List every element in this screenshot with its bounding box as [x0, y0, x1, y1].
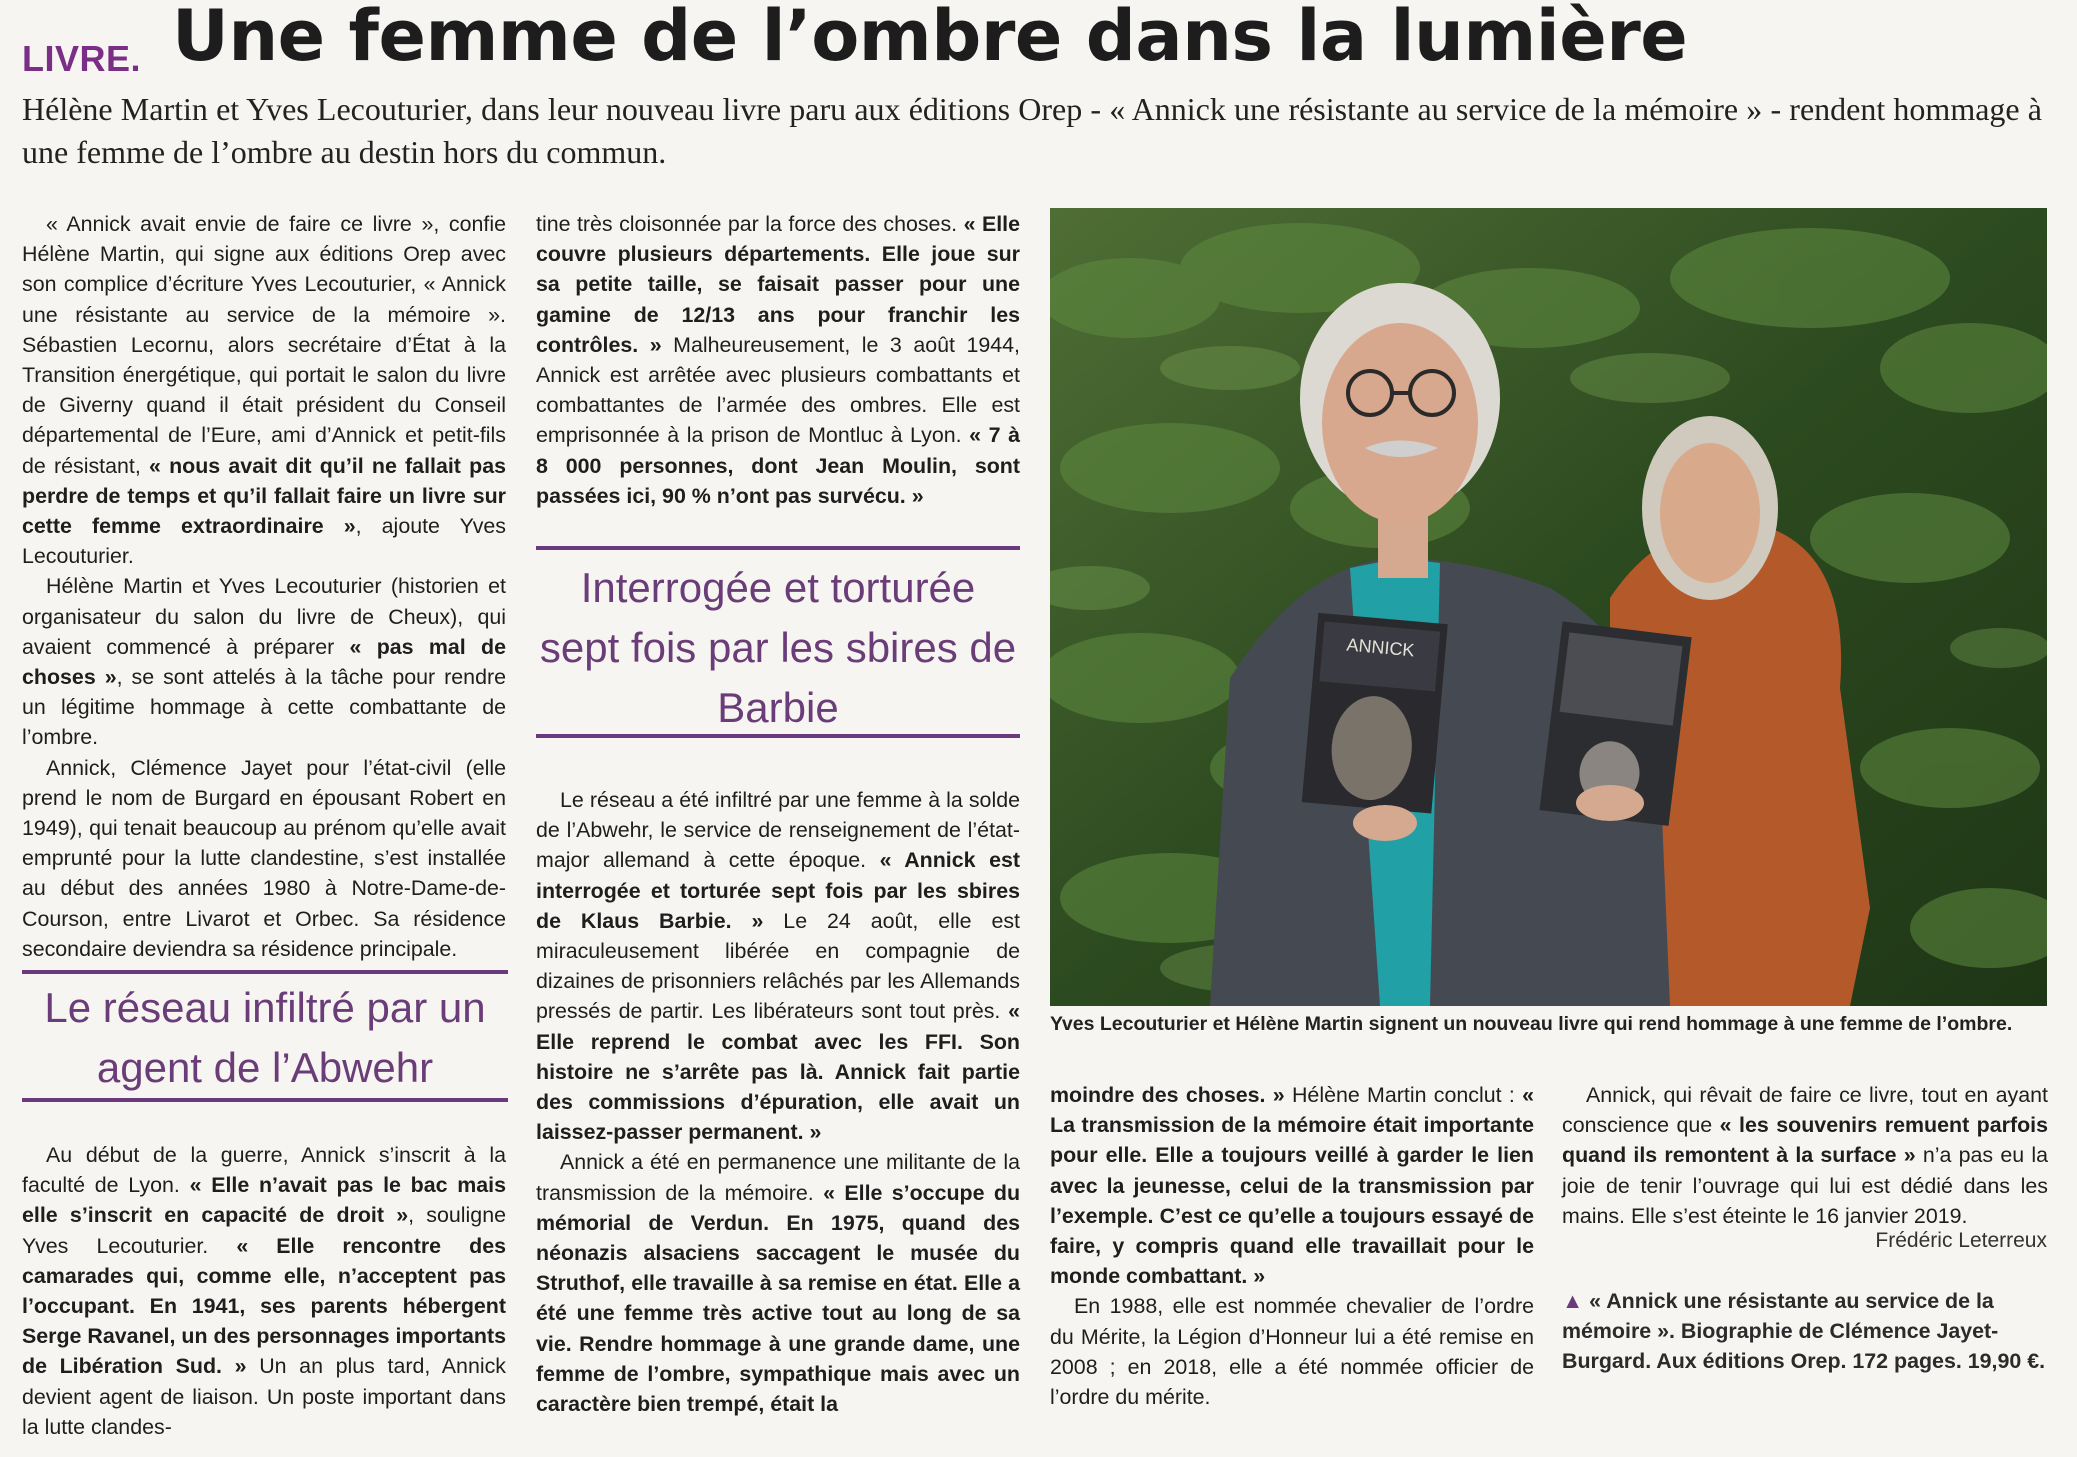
author-signature: Frédéric Leterreux: [1875, 1229, 2047, 1252]
col2-p2-quote: « Annick est interrogée et torturée sept fois par les sbires de Klaus Barbie. »: [536, 848, 1020, 933]
col1-p2-text: Hélène Martin et Yves Lecouturier (historien et organisateur du salon du livre de Cheux), qui avaient commencé à préparer: [22, 574, 506, 659]
col2-p1-text-mid: Malheureusement, le 3 août 1944, Annick est arrêtée avec plusieurs combattants et combattantes de l’armée des ombres. Elle est emprisonnée à la prison de Montluc à Lyon.: [536, 332, 1020, 448]
column-2-bottom: [536, 785, 1020, 1419]
col2-p2-text-mid: Le 24 août, elle est miraculeusement libérée en compagnie de dizaines de prisonniers relâchés par les Allemands pressés de partir. Les libérateurs sont tout près.: [536, 908, 1020, 1024]
photo-illustration: [1050, 208, 2047, 1006]
col1-p4-text-end: Un an plus tard, Annick devient agent de liaison. Un poste important dans la lutte clandes-: [22, 1354, 506, 1439]
col2-p3-quote: « Elle s’occupe du mémorial de Verdun. En 1975, quand des néonazis alsaciens saccagent le musée du Struthof, elle travaille à sa remise en état. Elle a été une femme très active tout au long de sa vie. Rendre hommage à une grande dame, une femme de l’ombre, sympathique mais avec un caractère bien trempé, était la: [536, 1180, 1021, 1417]
intertitle-network: Le réseau infiltré par un agent de l’Abwehr: [22, 970, 508, 1102]
authors-photo: [1050, 208, 2047, 1006]
col2-paragraph-1: [536, 209, 1020, 511]
col2-p1-text: tine très cloisonnée par la force des choses.: [536, 212, 964, 236]
col2-p1-quote-2: « 7 à 8 000 personnes, dont Jean Moulin, sont passées ici, 90 % n’ont pas survécu. »: [536, 423, 1021, 508]
col2-paragraph-2: [536, 785, 1020, 1147]
col4-p1-text: Annick, qui rêvait de faire ce livre, tout en ayant conscience que: [1562, 1083, 2048, 1138]
col2-p2-quote-2: « Elle reprend le combat avec les FFI. Son histoire ne s’arrête pas là. Annick fait partie des commissions d’épuration, elle avait un laissez-passer permanent. »: [536, 999, 1020, 1145]
col4-p1-quote: « les souvenirs remuent parfois quand ils remontent à la surface »: [1562, 1113, 2048, 1168]
col3-p1-text: Hélène Martin conclut :: [1284, 1083, 1523, 1107]
col1-p1-text-end: , ajoute Yves Lecouturier.: [22, 514, 506, 569]
col3-paragraph-1: [1050, 1080, 1534, 1291]
col1-p1-text: « Annick avait envie de faire ce livre », confie Hélène Martin, qui signe aux éditions Orep avec son complice d’écriture Yves Lecouturier, « Annick une résistante au service de la mémoire ». Sébastien Lecornu, alors secrétaire d’État à la Transition énergétique, qui portait le salon du livre de Giverny quand il était président du Conseil départemental de l’Eure, ami d’Annick et petit-fils de résistant,: [22, 212, 506, 478]
col1-p4-text: Au début de la guerre, Annick s’inscrit à la faculté de Lyon.: [22, 1143, 506, 1198]
column-2: [536, 209, 1020, 511]
column-3: [1050, 1080, 1534, 1412]
col3-p1-quote: « La transmission de la mémoire était importante pour elle. Elle a toujours veillé à garder le lien avec la jeunesse, celui de la transmission par l’exemple. C’est ce qu’elle a toujours essayé de faire, y compris quand elle travaillait pour le monde combattant. »: [1050, 1083, 1534, 1289]
col1-paragraph-2: [22, 571, 506, 752]
col2-p2-text: Le réseau a été infiltré par une femme à la solde de l’Abwehr, le service de renseignement de l’état-major allemand à cette époque.: [536, 788, 1020, 873]
col4-paragraph-1: [1562, 1080, 2048, 1231]
col2-p1-quote: « Elle couvre plusieurs départements. Elle joue sur sa petite taille, se faisait passer pour une gamine de 12/13 ans pour franchir les contrôles. »: [536, 212, 1021, 357]
col2-p3-text: Annick a été en permanence une militante de la transmission de la mémoire.: [536, 1150, 1020, 1205]
col3-paragraph-2: En 1988, elle est nommée chevalier de l’ordre du Mérite, la Légion d’Honneur lui a été remise en 2008 ; en 2018, elle a été nommée officier de l’ordre du mérite.: [1050, 1294, 1534, 1410]
col4-p1-text-end: n’a pas eu la joie de tenir l’ouvrage qui lui est dédié dans les mains. Elle s’est éteinte le 16 janvier 2019.: [1562, 1143, 2049, 1228]
col1-paragraph-3: Annick, Clémence Jayet pour l’état-civil (elle prend le nom de Burgard en épousant Robert en 1949), qui tenait beaucoup au prénom qu’elle avait emprunté pour la lutte clandestine, s’est installée au début des années 1980 à Notre-Dame-de-Courson, entre Livarot et Orbec. Sa résidence secondaire deviendra sa résidence principale.: [22, 755, 506, 961]
col1-p2-text-end: , se sont attelés à la tâche pour rendre un légitime hommage à cette combattante de l’ombre.: [22, 665, 506, 750]
book-info-text: « Annick une résistante au service de la mémoire ». Biographie de Clémence Jayet-Burgard. Aux éditions Orep. 172 pages. 19,90 €.: [1562, 1289, 2046, 1373]
col1-p1-quote: « nous avait dit qu’il ne fallait pas perdre de temps et qu’il fallait faire un livre sur cette femme extraordinaire »: [22, 453, 506, 539]
headline: Une femme de l’ombre dans la lumière: [172, 0, 1688, 77]
photo-caption: Yves Lecouturier et Hélène Martin signent un nouveau livre qui rend hommage à une femme de l’ombre.: [1050, 1013, 2013, 1035]
col1-p4-quote-2: « Elle rencontre des camarades qui, comme elle, n’acceptent pas l’occupant. En 1941, ses parents hébergent Serge Ravanel, un des personnages importants de Libération Sud. »: [22, 1233, 507, 1379]
col3-p1-quote-end: moindre des choses. »: [1050, 1083, 1285, 1107]
intertitle-tortured: Interrogée et torturée sept fois par les sbires de Barbie: [536, 546, 1020, 738]
column-1-bottom: [22, 1140, 506, 1442]
col2-paragraph-3: [536, 1147, 1020, 1419]
triangle-icon: ▲: [1562, 1289, 1584, 1313]
column-1: [22, 209, 506, 964]
book-info-box: [1562, 1286, 2048, 1376]
column-4: [1562, 1080, 2048, 1231]
col1-p4-quote: « Elle n’avait pas le bac mais elle s’inscrit en capacité de droit »: [22, 1173, 506, 1228]
col1-p4-text-mid: , souligne Yves Lecouturier.: [22, 1203, 506, 1258]
section-kicker: LIVRE.: [22, 38, 142, 79]
col1-paragraph-1: [22, 209, 506, 571]
col1-p2-quote: « pas mal de choses »: [22, 634, 506, 690]
standfirst: Hélène Martin et Yves Lecouturier, dans leur nouveau livre paru aux éditions Orep - « Annick une résistante au service de la mémoire » - rendent hommage à une femme de l’ombre au destin hors du commun.: [22, 91, 2042, 170]
col1-paragraph-4: [22, 1140, 506, 1442]
book-cover-title: ANNICK: [1345, 634, 1416, 661]
